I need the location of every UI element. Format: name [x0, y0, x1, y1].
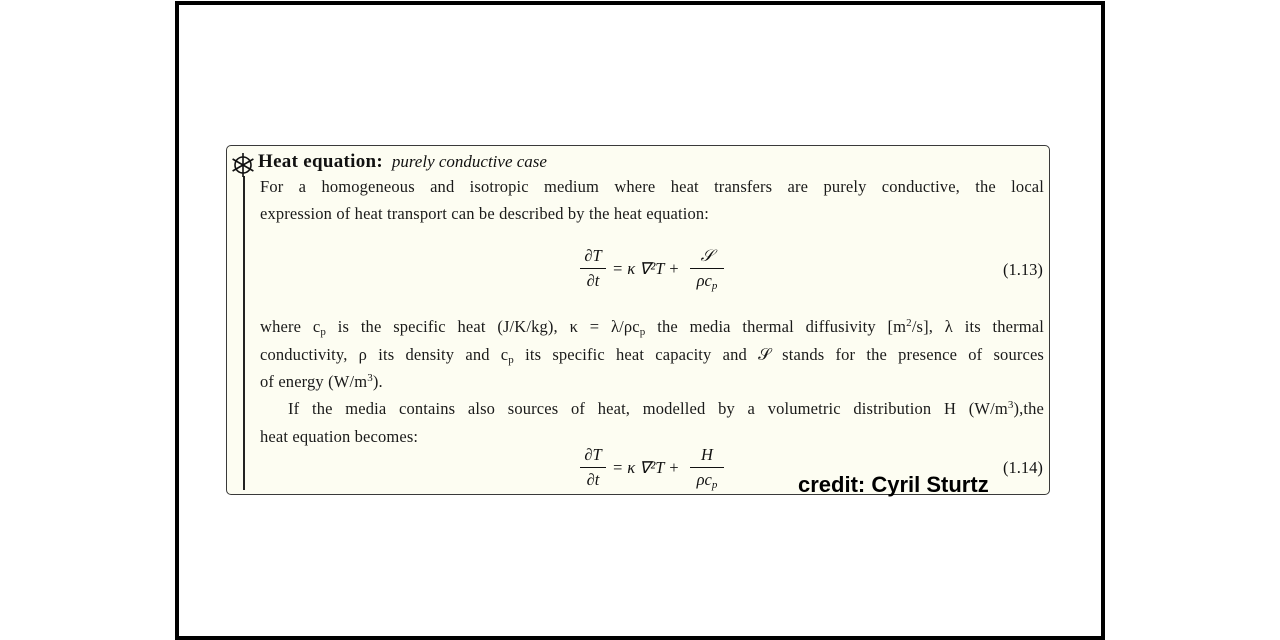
para2-line2 [260, 345, 1044, 365]
p3l1-b: ),the [1013, 399, 1044, 418]
p3l1-a: If the media contains also sources of heat, modelled by a volumetric distribution H (W/m [288, 399, 1008, 418]
p2l1-a: where c [260, 317, 321, 336]
eq2-middle: = κ ∇²T + [612, 458, 680, 477]
eq2-rhs-den-sub: p [711, 479, 718, 491]
eq1-rhs-fraction [690, 246, 724, 291]
title-main: Heat equation: [258, 151, 384, 172]
eq2-rhs-den: ρc [696, 470, 712, 489]
eq1-lhs-fraction [580, 246, 606, 291]
eq2-rhs-bar [690, 467, 724, 468]
para2-line3 [260, 372, 1044, 392]
eq2-rhs-num: H [701, 445, 713, 464]
p3l1-sup: 3 [1007, 399, 1014, 411]
p2l1-c: the media thermal diffusivity [m [645, 317, 907, 336]
eq1-lhs-bar [580, 268, 606, 269]
para2-line1 [260, 317, 1044, 337]
eq1-rhs-den: ρc [696, 271, 712, 290]
eq1-rhs-bar [690, 268, 724, 269]
eq1-lhs-num: ∂T [584, 246, 602, 265]
p2l1-sub2: p [639, 326, 646, 338]
eq1-number: (1.13) [1003, 260, 1043, 279]
p2l1-sup: 2 [906, 317, 912, 329]
credit-caption: credit: Cyril Sturtz [798, 472, 989, 497]
para3-line1 [288, 399, 1044, 419]
p2l1-sub: p [320, 326, 326, 338]
eq2-lhs-bar [580, 467, 606, 468]
para3-line2: heat equation becomes: [260, 427, 419, 446]
eq2-number: (1.14) [1003, 458, 1043, 477]
para1-line1: For a homogeneous and isotropic medium where heat transfers are purely conductive, the local [260, 177, 1044, 196]
eq2-lhs-num: ∂T [584, 445, 602, 464]
eq1-rhs-den-sub: p [711, 280, 718, 292]
p2l3-a: of energy (W/m [260, 372, 368, 391]
p2l2-sub: p [508, 354, 514, 366]
eq1-lhs-den: ∂t [586, 271, 600, 290]
section-title [258, 151, 547, 173]
para1-line2: expression of heat transport can be described by the heat equation: [260, 204, 709, 223]
p2l3-b: ). [372, 372, 383, 391]
p2l3-sup: 3 [367, 372, 373, 384]
eq2-lhs-fraction [580, 445, 606, 490]
box-left-rule [243, 176, 245, 490]
eq1-rhs-num: 𝒮 [700, 246, 714, 265]
title-subtitle: purely conductive case [391, 152, 547, 171]
snowflake-icon [229, 151, 257, 179]
p2l1-d: /s], λ its thermal [911, 317, 1044, 336]
p2l1-b: is the specific heat (J/K/kg), κ = λ/ρc [325, 317, 640, 336]
eq2-rhs-fraction [690, 445, 724, 490]
p2l2-b: its specific heat capacity and 𝒮 stands for the presence of sources [513, 345, 1045, 364]
eq1-middle: = κ ∇²T + [612, 259, 680, 278]
p2l2-a: conductivity, ρ its density and c [260, 345, 509, 364]
eq2-lhs-den: ∂t [586, 470, 600, 489]
